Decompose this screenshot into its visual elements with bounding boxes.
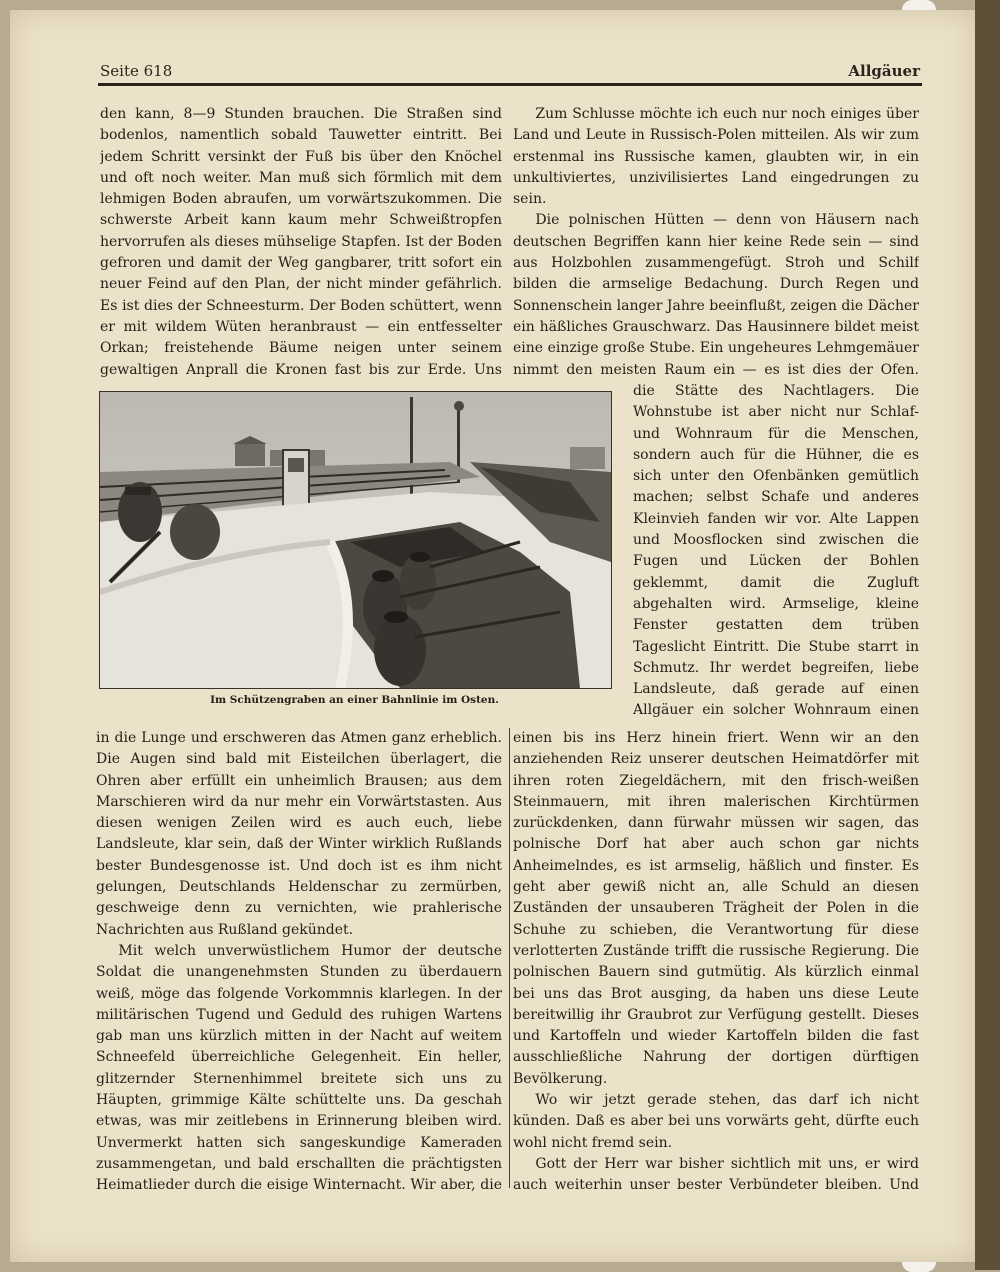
publication-title: Allgäuer (848, 62, 920, 80)
paragraph: Mit welch unverwüstlichem Humor der deutsche Soldat die unangenehmsten Stunden zu überdauern weiß, möge das folgende Vorkommnis klarlegen. In der militärischen Tugend und Geduld des ruhigen Wartens gab man uns kürzlich mitten in der Nacht auf weitem Schneefeld überreichliche Gelegenheit. Ein heller, glitzernder Sternenhimmel breitete sich uns zu Häupten, grimmige Kälte schüttelte uns. Da geschah etwas, was mir zeitlebens in Erinnerung bleiben wird. Unvermerkt hatten sich sangeskundige Kameraden zusammengetan, und bald erschallten die prächtigsten Heimatlieder durch die eisige Winternacht. Wir aber, die (96, 942, 502, 1193)
right-column-top (513, 104, 919, 380)
paragraph: die Stätte des Nachtlagers. Die Wohnstube ist aber nicht nur Schlaf- und Wohnraum für die Menschen, sondern auch für die Hühner, die es sich unter den Ofenbänken gemütlich machen; selbst Schafe und anderes Kleinvieh fanden wir vor. Alte Lappen und Moosflocken sind zwischen die Fugen und Lücken der Bohlen geklemmt, damit die Zugluft abgehalten wird. Armselige, kleine Fenster gestatten dem trüben Tageslicht Eintritt. Die Stube starrt in Schmutz. Ihr werdet begreifen, liebe Landsleute, daß gerade auf einen Allgäuer ein solcher Wohnraum einen (633, 383, 919, 719)
header-rule (98, 83, 922, 86)
paragraph: Die polnischen Hütten — denn von Häusern nach deutschen Begriffen kann hier keine Rede sein — sind aus Holzbohlen zusammengefügt. Stroh und Schilf bilden die armselige Bedachung. Durch Regen und Sonnenschein langer Jahre beeinflußt, zeigen die Dächer ein häßliches Grauschwarz. Das Hausinnere bildet meist eine einzige große Stube. Ein ungeheures Lehmgemäuer nimmt den meisten Raum ein — es ist dies der Ofen. (513, 212, 919, 378)
trench-photo-icon (99, 391, 612, 689)
paragraph: Zum Schlusse möchte ich euch nur noch einiges über Land und Leute in Russisch-Polen mitteilen. Als wir zum erstenmal ins Russische kamen, glaubten wir, in ein unkultiviertes, unzivilisiertes Land eingedrungen zu sein. (513, 106, 919, 208)
paragraph: einen bis ins Herz hinein friert. Wenn wir an den anziehenden Reiz unserer deutschen Heimatdörfer mit ihren roten Ziegeldächern, mit den frisch-weißen Steinmauern, mit ihren malerischen Kirchtürmen zurückdenken, dann fürwahr müssen wir sagen, das polnische Dorf hat aber auch schon gar nichts Anheimelndes, es ist armselig, häßlich und finster. Es geht aber gewiß nicht an, alle Schuld an diesen Zuständen der unsauberen Trägheit der Polen in die Schuhe zu schieben, die Verantwortung für diese verlotterten Zustände trifft die russische Regierung. Die polnischen Bauern sind gutmütig. Als kürzlich einmal bei uns das Brot ausging, da haben uns diese Leute bereitwillig ihr Graubrot zur Verfügung gestellt. Dieses und Kartoffeln und wieder Kartoffeln bilden die fast ausschließliche Nahrung der dortigen dürftigen Bevölkerung. (513, 730, 919, 1087)
paragraph: in die Lunge und erschweren das Atmen ganz erheblich. Die Augen sind bald mit Eisteilchen überlagert, die Ohren aber erfüllt ein unheimlich Brausen; aus dem Marschieren wird da nur mehr ein Vorwärtstasten. Aus diesen wenigen Zeilen wird es auch euch, liebe Landsleute, klar sein, daß der Winter wirklich Rußlands bester Bundesgenosse ist. Und doch ist es ihm nicht gelungen, Deutschlands Heldenschar zu zermürben, geschweige denn zu vernichten, wie prahlerische Nachrichten aus Rußland gekündet. (96, 730, 502, 938)
right-column-narrow (633, 381, 919, 723)
right-column-bottom (513, 728, 919, 1193)
binding-strip (975, 0, 1000, 1270)
column-rule (509, 728, 510, 1188)
page-number: Seite 618 (100, 62, 173, 80)
left-column-top: den kann, 8—9 Stunden brauchen. Die Straßen sind bodenlos, namentlich sobald Tauwetter eintritt. Bei jedem Schritt versinkt der Fuß bis über den Knöchel und oft noch weiter. Man muß sich förmlich mit dem lehmigen Boden abraufen, um vorwärtszukommen. Die schwerste Arbeit kann kaum mehr Schweißtropfen hervorrufen als dieses mühselige Stapfen. Ist der Boden gefroren und damit der Weg gangbarer, tritt sofort ein neuer Feind auf den Plan, der nicht minder gefährlich. Es ist dies der Schneesturm. Der Boden schüttert, wenn er mit wildem Wüten heranbraust — ein entfesselter Orkan; freistehende Bäume neigen unter seinem gewaltigen Anprall die Kronen fast bis zur Erde. Uns (100, 106, 502, 378)
paragraph: Wo wir jetzt gerade stehen, das darf ich nicht künden. Daß es aber bei uns vorwärts geht, dürfte euch wohl nicht fremd sein. (513, 1092, 919, 1151)
paragraph: Gott der Herr war bisher sichtlich mit uns, er wird auch weiterhin unser bester Verbündeter bleiben. Und (513, 1155, 919, 1193)
photo-caption: Im Schützengraben an einer Bahnlinie im Osten. (210, 694, 499, 706)
left-column-bottom (96, 728, 502, 1193)
